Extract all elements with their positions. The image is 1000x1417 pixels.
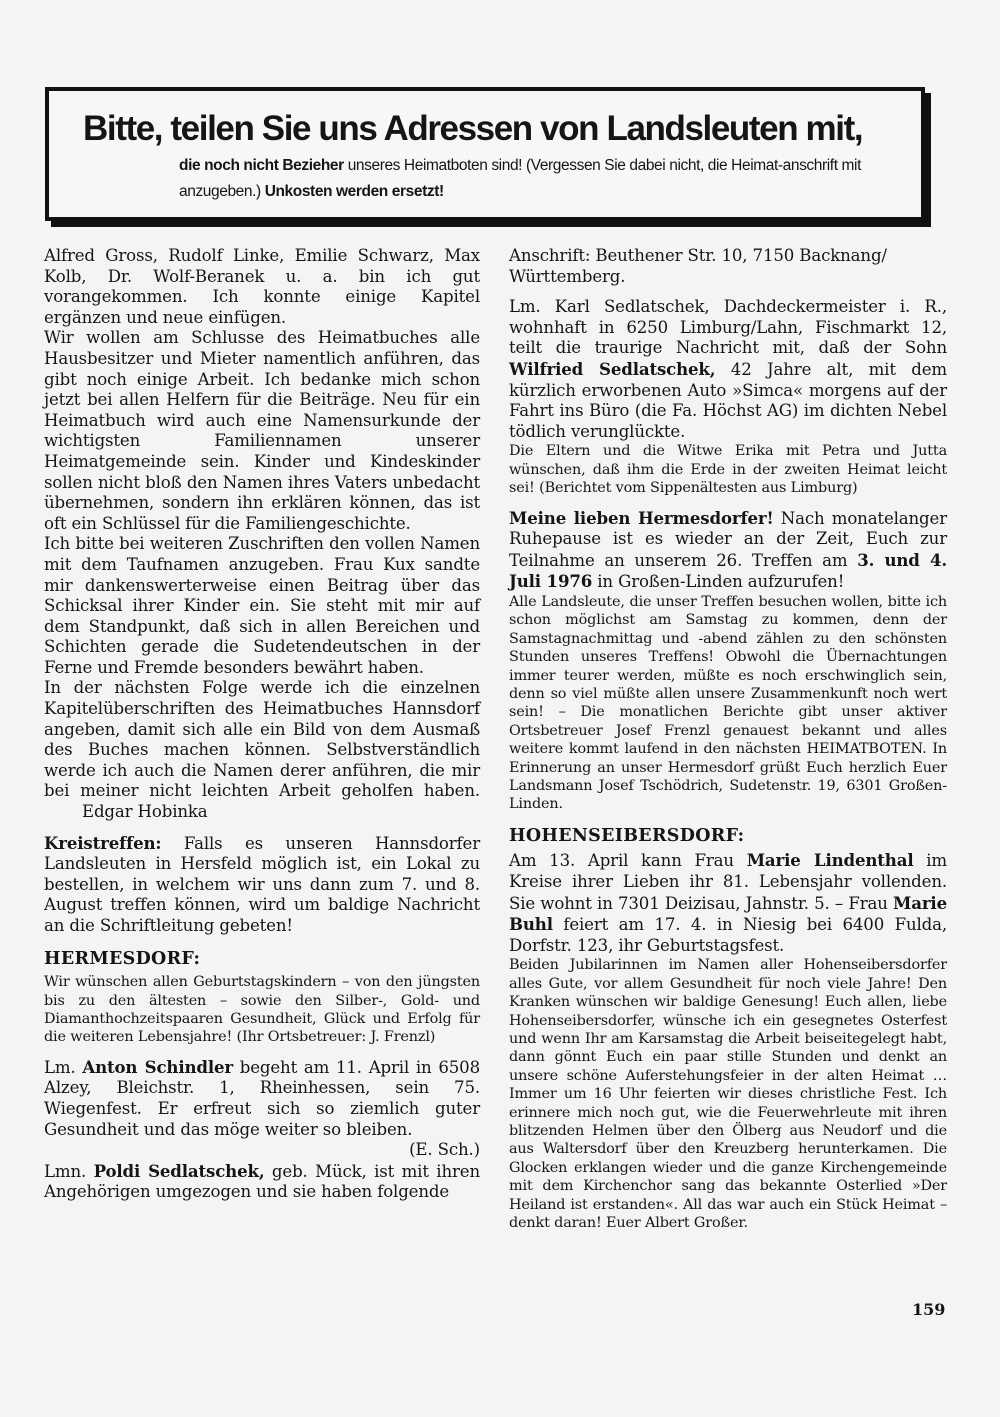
- bold-lead: Meine lieben Hermesdorfer!: [509, 507, 774, 528]
- small-paragraph: Die Eltern und die Witwe Erika mit Petra und Jutta wünschen, daß ihm die Erde in der zweiten Heimat leicht sei! (Berichtet vom Sippenältesten aus Limburg): [509, 443, 947, 497]
- paragraph-text: im Kreise ihrer Lieben ihr 81. Lebensjahr vollenden. Sie wohnt in 7301 Deizisau, Jahnstr. 5. – Frau: [509, 851, 947, 913]
- paragraph: Wir wollen am Schlusse des Heimatbuches alle Hausbesitzer und Mieter namentlich anführen, das gibt noch einige Arbeit. Ich bedanke mich schon jetzt bei allen Helfern für die Beiträge. Neu für ein Heimatbuch wird auch eine Namensurkunde der wichtigsten Familiennamen unserer Heimatgemeinde sein. Kinder und Kindeskinder sollen nicht bloß den Namen ihres Vaters unbedacht übernehmen, sondern ihn erklären können, das ist oft ein Schlüssel für die Familiengeschichte.: [44, 328, 480, 533]
- paragraph-text: Falls es unseren Hannsdorfer Landsleuten in Hersfeld möglich ist, ein Lokal zu bestellen, in welchem wir uns dann zum 7. und 8. August treffen können, wird um baldige Nachricht an die Schriftleitung gebeten!: [44, 833, 480, 935]
- paragraph-text: In der nächsten Folge werde ich die einzelnen Kapitelüberschriften des Heimatbuches Hannsdorf angeben, damit sich alle ein Bild von dem Ausmaß des Buches machen können. Selbstverständlich werde ich auch die Namen derer anführen, die mir bei meiner nicht leichten Arbeit geholfen haben.: [44, 678, 480, 801]
- bold-lead: Kreistreffen:: [44, 832, 162, 853]
- paragraph-text: Am 13. April kann Frau: [509, 851, 747, 871]
- person-name: Anton Schindler: [82, 1056, 233, 1077]
- person-name: Poldi Sedlatschek,: [93, 1160, 265, 1181]
- paragraph: [509, 297, 947, 442]
- paragraph: [44, 1057, 480, 1140]
- section-heading: HERMESDORF:: [44, 948, 201, 969]
- paragraph: Ich bitte bei weiteren Zuschriften den vollen Namen mit dem Taufnamen anzugeben. Frau Kux sandte mir dankenswerterweise einen Beitrag über das Schicksal ihrer Kinder ein. Sie steht mit mir auf dem Standpunkt, daß sich in allen Bereichen und Schichten gerade die Sudetendeutschen in der Ferne und Fremde besonders bewährt haben.: [44, 534, 480, 677]
- prefix: Lmn.: [44, 1161, 94, 1181]
- notice-bold-1: die noch nicht Bezieher: [179, 157, 344, 174]
- right-column: [509, 246, 947, 1232]
- person-name: Wilfried Sedlatschek,: [509, 358, 716, 379]
- paragraph-text: in Großen-Linden aufzurufen!: [592, 572, 845, 592]
- event-date: 3. und 4. Juli 1976: [509, 549, 947, 592]
- address-request-box: [45, 87, 925, 221]
- paragraph-text: 42 Jahre alt, mit dem kürzlich erworbenen Auto »Simca« morgens auf der Fahrt ins Büro (die Fa. Höchst AG) im dichten Nebel tödlich verunglückte.: [509, 359, 947, 441]
- paragraph-text: Lm. Karl Sedlatschek, Dachdeckermeister i. R., wohnhaft in 6250 Limburg/Lahn, Fischmarkt 12, teilt die traurige Nachricht mit, daß der Sohn: [509, 297, 947, 358]
- section-heading: HOHENSEIBERSDORF:: [509, 825, 745, 846]
- paragraph: [44, 678, 480, 822]
- notice-title: Bitte, teilen Sie uns Adressen von Landsleuten mit,: [83, 109, 863, 148]
- paragraph-text: feiert am 17. 4. in Niesig bei 6400 Fulda, Dorfstr. 123, ihr Geburtstagsfest.: [509, 915, 947, 955]
- paragraph-text: Nach monatelanger Ruhepause ist es wieder an der Zeit, Euch zur Teilnahme an unserem 26. Treffen am: [509, 508, 947, 570]
- person-name: Marie Lindenthal: [746, 850, 914, 871]
- page-number: 159: [912, 1300, 946, 1319]
- paragraph: [44, 1161, 480, 1203]
- notice-text: unseres Heimatboten sind! (Vergessen Sie dabei nicht, die Heimat-anschrift mit anzugeben.): [179, 157, 861, 200]
- left-column: [44, 246, 480, 1203]
- small-paragraph: Alle Landsleute, die unser Treffen besuchen wollen, bitte ich schon möglichst am Samstag zu kommen, denn der Samstagnachmittag und -abend zählen zu den schönsten Stunden unseres Treffens! Obwohl die Übernachtungen immer teurer werden, müßte es noch erschwinglich sein, denn so viel müßte allen unsere Zusammenkunft noch wert sein! – Die monatlichen Berichte gibt unser aktiver Ortsbetreuer Josef Frenzl genauest bekannt und alles weitere kommt laufend in den nächsten HEIMATBOTEN. In Erinnerung an unser Hermesdorf grüßt Euch herzlich Euer Landsmann Josef Tschödrich, Sudetenstr. 19, 6301 Großen-Linden.: [509, 593, 947, 813]
- paragraph-text: geb. Mück, ist mit ihren Angehörigen umgezogen und sie haben folgende: [44, 1161, 480, 1202]
- paragraph: Alfred Gross, Rudolf Linke, Emilie Schwarz, Max Kolb, Dr. Wolf-Beranek u. a. bin ich gut vorangekommen. Ich konnte einige Kapitel ergänzen und neue einfügen.: [44, 246, 480, 327]
- prefix: Lm.: [44, 1057, 83, 1077]
- notice-bold-2: Unkosten werden ersetzt!: [264, 183, 444, 200]
- small-paragraph: Beiden Jubilarinnen im Namen aller Hohenseibersdorfer alles Gute, vor allem Gesundheit für noch viele Jahre! Den Kranken wünschen wir baldige Genesung! Euch allen, liebe Hohenseibersdorfer, wünsche ich ein gesegnetes Osterfest und wenn Ihr am Karsamstag die Arbeit beiseitegelegt habt, dann gönnt Euch ein paar stille Stunden und denkt an unsere schöne Auferstehungsfeier in der alten Heimat … Immer um 16 Uhr feierten wir dieses christliche Fest. Ich erinnere mich noch gut, wie die Feuerwehrleute mit ihren blitzenden Helmen über den Ölberg aus Neudorf und die aus Waltersdorf über den Kreuzberg herunterkamen. Die Glocken erklangen wieder und die ganze Kirchengemeinde mit dem Kirchenchor sang das bekannte Osterlied »Der Heiland ist erstanden«. All das war auch ein Stück Heimat – denkt daran! Euer Albert Großer.: [509, 957, 947, 1232]
- small-paragraph: Wir wünschen allen Geburtstagskindern – von den jüngsten bis zu den ältesten – sowie den Silber-, Gold- und Diamanthochzeitspaaren Gesundheit, Glück und Erfolg für die weiteren Lebensjahre! (Ihr Ortsbetreuer: J. Frenzl): [44, 974, 480, 1046]
- paragraph: [509, 508, 947, 593]
- kreistreffen-paragraph: [44, 833, 480, 937]
- person-name: Marie Buhl: [509, 892, 947, 935]
- paragraph: [509, 850, 947, 956]
- paragraph: Anschrift: Beuthener Str. 10, 7150 Backnang/ Württemberg.: [509, 246, 887, 286]
- paragraph-text: begeht am 11. April in 6508 Alzey, Bleichstr. 1, Rheinhessen, sein 75. Wiegenfest. Er erfreut sich so ziemlich guter Gesundheit und das möge weiter so bleiben.: [44, 1057, 480, 1139]
- signature: Edgar Hobinka: [82, 802, 208, 822]
- signature: (E. Sch.): [409, 1140, 480, 1160]
- notice-body: [179, 153, 919, 205]
